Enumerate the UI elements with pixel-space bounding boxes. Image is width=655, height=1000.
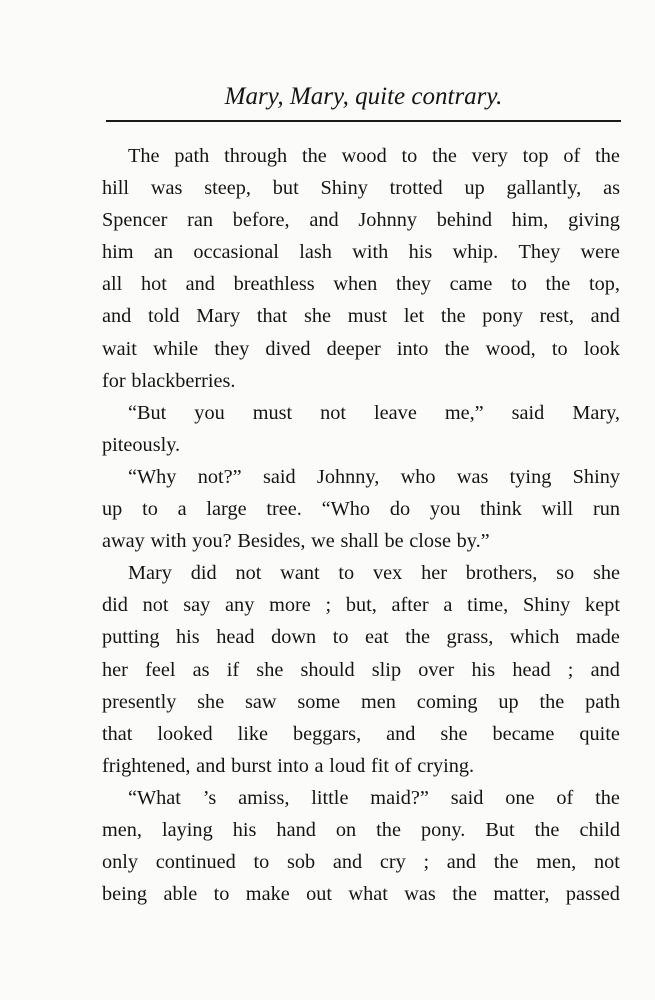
- text-line: for blackberries.: [102, 369, 236, 392]
- running-head: Mary, Mary, quite contrary.: [224, 83, 503, 110]
- text-line: piteously.: [102, 433, 181, 456]
- text-line: Mary did not want to vex her brothers, so she: [128, 562, 620, 585]
- text-line: did not say any more ; but, after a time, Shiny kept: [102, 594, 620, 617]
- text-line: hill was steep, but Shiny trotted up gallantly, as: [102, 177, 620, 200]
- body-text: [102, 140, 620, 910]
- text-line: The path through the wood to the very top of the: [128, 145, 620, 167]
- text-line: that looked like beggars, and she became quite: [102, 722, 620, 745]
- text-line: being able to make out what was the matter, passed: [102, 883, 620, 906]
- text-line: wait while they dived deeper into the wood, to look: [102, 337, 620, 360]
- text-line: presently she saw some men coming up the path: [102, 690, 620, 713]
- text-line: “Why not?” said Johnny, who was tying Shiny: [128, 465, 620, 488]
- text-line: “What ’s amiss, little maid?” said one of the: [128, 786, 620, 809]
- text-line: only continued to sob and cry ; and the men, not: [102, 851, 620, 874]
- text-line: frightened, and burst into a loud fit of crying.: [102, 754, 475, 777]
- text-line: putting his head down to eat the grass, which made: [102, 626, 620, 649]
- text-line: up to a large tree. “Who do you think will run: [102, 498, 620, 521]
- text-line: and told Mary that she must let the pony rest, and: [102, 305, 620, 328]
- text-line: away with you? Besides, we shall be close by.”: [102, 530, 490, 553]
- text-line: her feel as if she should slip over his head ; and: [102, 658, 620, 681]
- text-line: Spencer ran before, and Johnny behind him, giving: [102, 209, 620, 232]
- text-line: “But you must not leave me,” said Mary,: [128, 401, 620, 424]
- text-line: him an occasional lash with his whip. They were: [102, 241, 620, 264]
- text-line: men, laying his hand on the pony. But the child: [102, 818, 620, 841]
- text-line: all hot and breathless when they came to the top,: [102, 273, 620, 296]
- header-rule: [106, 120, 621, 122]
